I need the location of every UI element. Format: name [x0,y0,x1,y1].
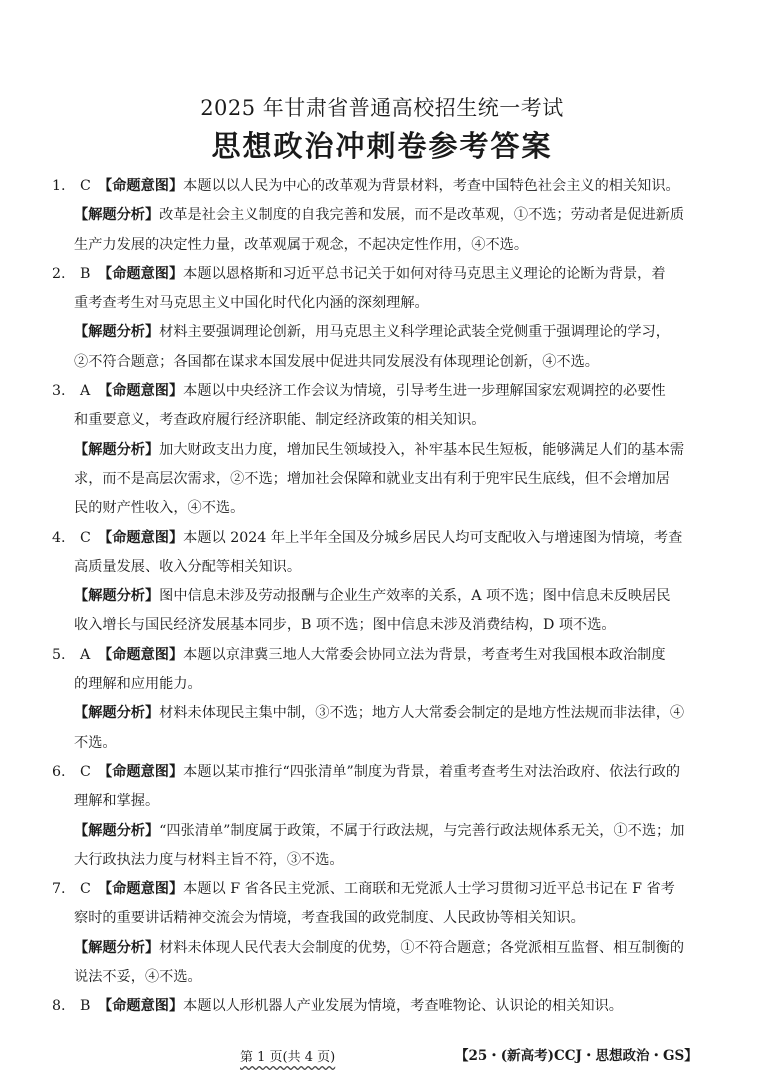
analysis-text: 加大财政支出力度，增加民生领域投入，补牢基本民生短板，能够满足人们的基本需 [159,441,685,458]
intent-text: 本题以 2024 年上半年全国及分城乡居民人均可支配收入与增速图为情境，考查 [183,529,683,546]
analysis-text: 求，而不是高层次需求，②不选；增加社会保障和就业支出有利于兜牢民生底线，但不会增加居 [74,470,670,487]
question-number: 2. [52,265,66,282]
analysis-line [52,934,716,963]
analysis-text: 材料未体现人民代表大会制度的优势，①不符合题意；各党派相互监督、相互制衡的 [159,939,685,956]
exam-title: 2025 年甘肃省普通高校招生统一考试 [200,96,564,120]
intent-label: 【命题意图】 [98,881,184,898]
analysis-text: 说法不妥，④不选。 [74,969,202,986]
intent-line [52,670,716,699]
analysis-text: 材料未体现民主集中制，③不选；地方人大常委会制定的是地方性法规而非法律，④ [159,705,685,722]
intent-text: 察时的重要讲话精神交流会为情境，考查我国的政党制度、人民政协等相关知识。 [74,910,585,927]
question-header-line [52,524,716,553]
intent-text: 理解和掌握。 [74,793,160,810]
question-block [52,875,716,992]
analysis-line [52,231,716,260]
intent-text: 本题以恩格斯和习近平总书记关于如何对待马克思主义理论的论断为背景，着 [183,265,666,282]
analysis-line [52,611,716,640]
intent-text: 的理解和应用能力。 [74,676,202,693]
analysis-line [52,201,716,230]
question-block [52,172,716,260]
intent-label: 【命题意图】 [98,178,184,194]
analysis-line [52,699,716,728]
analysis-text: 民的财产性收入，④不选。 [74,500,245,517]
analysis-text: 改革是社会主义制度的自我完善和发展，而不是改革观，①不选；劳动者是促进新质 [159,207,685,224]
intent-text: 本题以京津冀三地人大常委会协同立法为背景，考查考生对我国根本政治制度 [183,646,666,663]
intent-text: 本题以某市推行“四张清单”制度为背景，着重考查考生对法治政府、依法行政的 [183,763,681,780]
analysis-text: 收入增长与国民经济发展基本同步，B 项不选；图中信息未涉及消费结构，D 项不选。 [74,617,616,634]
page-number: 第 1 页(共 4 页) [240,1050,336,1065]
analysis-label: 【解题分析】 [74,939,160,956]
analysis-label: 【解题分析】 [74,588,160,605]
question-block [52,524,716,641]
question-header-line [52,377,716,406]
question-number: 1. [52,178,66,194]
paper-code: 【25・(新高考)CCJ・思想政治・GS】 [455,1048,698,1064]
question-number: 4. [52,529,66,546]
analysis-line [52,465,716,494]
analysis-label: 【解题分析】 [74,705,160,722]
answer-letter: A [80,383,91,400]
analysis-text: “四张清单”制度属于政策，不属于行政法规，与完善行政法规体系无关，①不选；加 [159,822,685,839]
analysis-line [52,582,716,611]
intent-text: 高质量发展、收入分配等相关知识。 [74,558,302,575]
question-number: 5. [52,646,66,663]
question-header-line [52,641,716,670]
intent-text: 本题以以人民为中心的改革观为背景材料，考查中国特色社会主义的相关知识。 [183,178,680,194]
intent-label: 【命题意图】 [98,383,184,400]
answer-letter: C [80,881,91,898]
intent-line [52,289,716,318]
question-block [52,992,716,1021]
analysis-text: 生产力发展的决定性力量，改革观属于观念，不起决定性作用，④不选。 [74,236,529,253]
question-block [52,260,716,377]
analysis-text: ②不符合题意；各国都在谋求本国发展中促进共同发展没有体现理论创新，④不选。 [74,353,599,370]
analysis-text: 大行政执法力度与材料主旨不符，③不选。 [74,851,344,868]
answer-letter: A [80,646,91,663]
intent-line [52,904,716,933]
question-number: 3. [52,383,66,400]
question-number: 8. [52,998,66,1015]
intent-label: 【命题意图】 [98,646,184,663]
analysis-line [52,436,716,465]
question-block [52,641,716,758]
answer-letter: C [80,178,91,194]
question-header-line [52,260,716,289]
answer-letter: B [80,998,91,1015]
intent-label: 【命题意图】 [98,763,184,780]
analysis-label: 【解题分析】 [74,324,160,341]
analysis-text: 不选。 [74,734,117,751]
answer-letter: B [80,265,91,282]
analysis-line [52,494,716,523]
analysis-line [52,729,716,758]
analysis-line [52,817,716,846]
analysis-text: 图中信息未涉及劳动报酬与企业生产效率的关系，A 项不选；图中信息未反映居民 [159,588,671,605]
intent-line [52,406,716,435]
analysis-line [52,846,716,875]
analysis-line [52,348,716,377]
question-header-line [52,992,716,1021]
question-header-line [52,875,716,904]
intent-text: 本题以 F 省各民主党派、工商联和无党派人士学习贯彻习近平总书记在 F 省考 [183,881,675,898]
intent-label: 【命题意图】 [98,529,184,546]
answer-letter: C [80,763,91,780]
question-block [52,377,716,523]
analysis-label: 【解题分析】 [74,441,160,458]
question-header-line [52,758,716,787]
question-header-line [52,172,716,201]
answer-letter: C [80,529,91,546]
question-number: 7. [52,881,66,898]
question-block [52,758,716,875]
intent-line [52,787,716,816]
intent-label: 【命题意图】 [98,265,184,282]
analysis-label: 【解题分析】 [74,822,160,839]
analysis-label: 【解题分析】 [74,207,160,224]
intent-text: 本题以人形机器人产业发展为情境，考查唯物论、认识论的相关知识。 [183,998,623,1015]
intent-text: 和重要意义，考查政府履行经济职能、制定经济政策的相关知识。 [74,412,486,429]
answer-list [52,172,716,1022]
intent-text: 本题以中央经济工作会议为情境，引导考生进一步理解国家宏观调控的必要性 [183,383,666,400]
analysis-text: 材料主要强调理论创新，用马克思主义科学理论武装全党侧重于强调理论的学习， [159,324,670,341]
analysis-line [52,318,716,347]
intent-line [52,553,716,582]
answer-key-title: 思想政治冲刺卷参考答案 [211,129,553,163]
question-number: 6. [52,763,66,780]
intent-label: 【命题意图】 [98,998,184,1015]
intent-text: 重考查考生对马克思主义中国化时代化内涵的深刻理解。 [74,295,429,312]
analysis-line [52,963,716,992]
